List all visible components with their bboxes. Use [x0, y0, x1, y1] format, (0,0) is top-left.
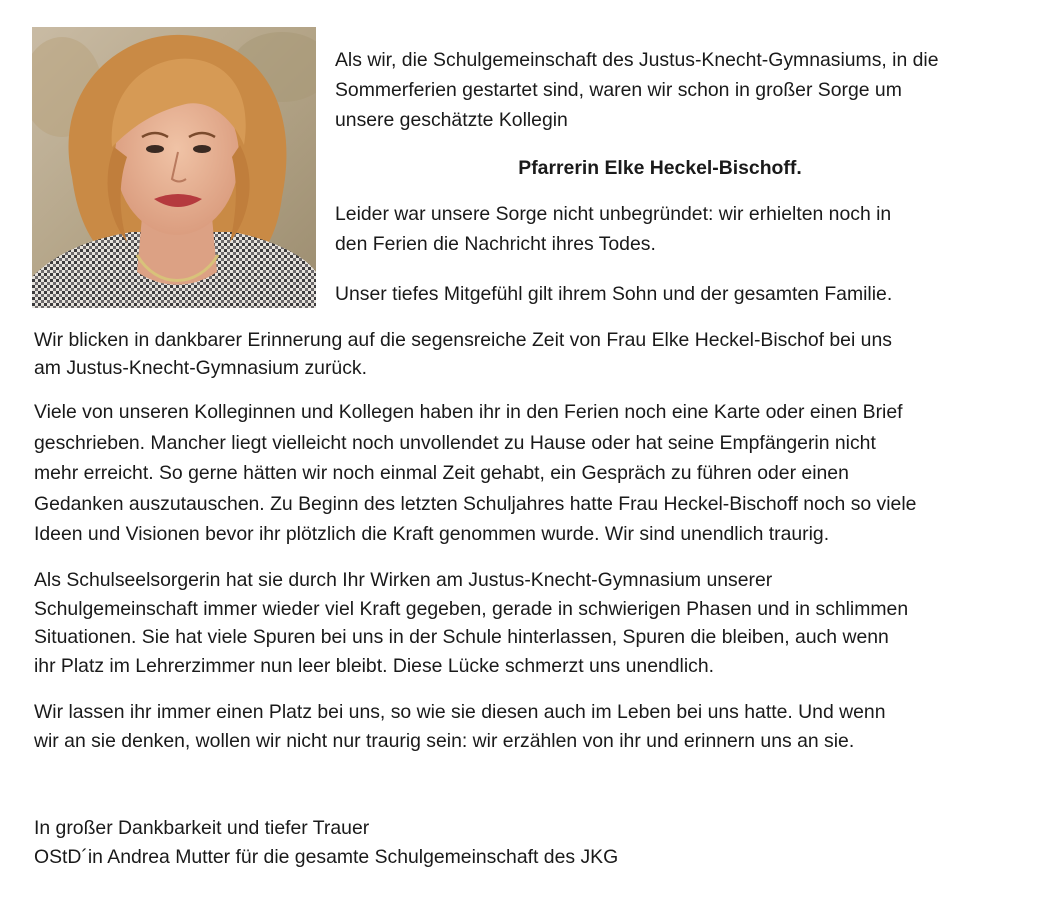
signature-line-1: In großer Dankbarkeit und tiefer Trauer	[34, 817, 370, 839]
paragraph2-line-3: mehr erreicht. So gerne hätten wir noch einmal Zeit gehabt, ein Gespräch zu führen oder einen	[34, 462, 849, 484]
signature-line-2: OStD´in Andrea Mutter für die gesamte Schulgemeinschaft des JKG	[34, 846, 619, 868]
paragraph2-line-5: Ideen und Visionen bevor ihr plötzlich die Kraft genommen wurde. Wir sind unendlich traurig.	[34, 523, 830, 545]
paragraph3-line-4: ihr Platz im Lehrerzimmer nun leer bleibt. Diese Lücke schmerzt uns unendlich.	[34, 655, 715, 677]
paragraph3-line-2: Schulgemeinschaft immer wieder viel Kraft gegeben, gerade in schwierigen Phasen und in schlimmen	[34, 598, 909, 620]
paragraph4-line-1: Wir lassen ihr immer einen Platz bei uns, so wie sie diesen auch im Leben bei uns hatte. Und wenn	[34, 701, 886, 723]
portrait-illustration	[32, 27, 316, 308]
paragraph2-line-1: Viele von unseren Kolleginnen und Kollegen haben ihr in den Ferien noch eine Karte oder einen Brief	[34, 401, 903, 423]
deceased-name-heading: Pfarrerin Elke Heckel-Bischoff.	[518, 157, 802, 179]
paragraph3-line-1: Als Schulseelsorgerin hat sie durch Ihr Wirken am Justus-Knecht-Gymnasium unserer	[34, 569, 773, 591]
intro-line-1: Als wir, die Schulgemeinschaft des Justus-Knecht-Gymnasiums, in die	[335, 49, 939, 71]
paragraph1-line-2: am Justus-Knecht-Gymnasium zurück.	[34, 357, 367, 379]
paragraph2-line-2: geschrieben. Mancher liegt vielleicht noch unvollendet zu Hause oder hat seine Empfängerin nicht	[34, 432, 876, 454]
portrait-photo	[32, 27, 316, 308]
condolence-line: Unser tiefes Mitgefühl gilt ihrem Sohn und der gesamten Familie.	[335, 283, 893, 305]
news-line-2: den Ferien die Nachricht ihres Todes.	[335, 233, 656, 255]
paragraph4-line-2: wir an sie denken, wollen wir nicht nur traurig sein: wir erzählen von ihr und erinnern uns an sie.	[34, 730, 855, 752]
paragraph2-line-4: Gedanken auszutauschen. Zu Beginn des letzten Schuljahres hatte Frau Heckel-Bischoff noch so viele	[34, 493, 917, 515]
news-line-1: Leider war unsere Sorge nicht unbegründet: wir erhielten noch in	[335, 203, 892, 225]
paragraph1-line-1: Wir blicken in dankbarer Erinnerung auf die segensreiche Zeit von Frau Elke Heckel-Bischof bei uns	[34, 329, 892, 351]
paragraph3-line-3: Situationen. Sie hat viele Spuren bei uns in der Schule hinterlassen, Spuren die bleiben, auch wenn	[34, 626, 889, 648]
intro-line-3: unsere geschätzte Kollegin	[335, 109, 568, 131]
intro-line-2: Sommerferien gestartet sind, waren wir schon in großer Sorge um	[335, 79, 902, 101]
